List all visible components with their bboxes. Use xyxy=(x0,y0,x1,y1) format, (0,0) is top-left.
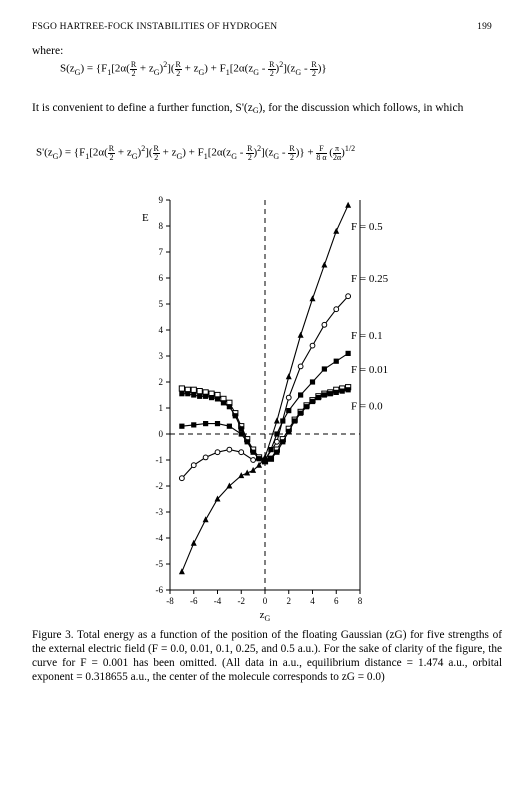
x-tick-label: 6 xyxy=(334,596,339,606)
data-point xyxy=(322,322,327,327)
paragraph: It is convenient to define a further function, S'(zG), for the discussion which follows, in which xyxy=(32,102,464,115)
data-point xyxy=(310,295,316,301)
x-tick-label: 8 xyxy=(357,596,363,606)
y-tick-label: -5 xyxy=(155,559,163,569)
data-point xyxy=(280,439,285,444)
where-label: where: xyxy=(32,45,64,57)
data-point xyxy=(268,447,273,452)
data-point xyxy=(185,391,190,396)
data-point xyxy=(310,343,315,348)
data-point xyxy=(333,228,339,234)
x-tick-label: 2 xyxy=(286,596,291,606)
energy-plot xyxy=(130,190,400,625)
data-point xyxy=(286,429,291,434)
x-tick-label: -6 xyxy=(190,596,198,606)
data-point xyxy=(191,387,196,392)
figure-caption: Figure 3. Total energy as a function of the position of the floating Gaussian (zG) for five strengths of the external electric field (F = 0.0, 0.01, 0.1, 0.25, and 0.5 a.u.). For the sake of clarity of the figure, the curve for F = 0.001 has been omitted. (All data in a.u., equilibrium distance = 1.474 a.u., orbital exponent = 0.318655 a.u., the center of the molecule corresponds to zG = 0.0) xyxy=(32,629,502,683)
data-point xyxy=(316,395,321,400)
data-point xyxy=(268,456,273,461)
y-tick-label: 3 xyxy=(158,351,163,361)
equation-s-prime: $S'(z_G) = \{F_1[2\alpha$( $\frac{R}{2}$ + $z_G)^2$]( $\frac{R}{2}$ + $z_G) + F_1[2\alpha(z_G$ - $\frac{R}{2}$ )$^2](z_G$ - $\frac{R}{2}$ )} + $\frac{F}{8 \alpha}$ ( $\frac{\pi}{2\alpha}$ )$^{1/2}$ xyxy=(36,143,356,162)
data-point xyxy=(340,389,345,394)
data-point xyxy=(280,418,285,423)
data-point xyxy=(250,467,256,473)
y-tick-label: 2 xyxy=(158,377,163,387)
data-point xyxy=(251,450,256,455)
y-tick-label: 6 xyxy=(158,273,163,283)
data-point xyxy=(227,404,232,409)
data-point xyxy=(322,392,327,397)
data-point xyxy=(197,394,202,399)
data-point xyxy=(227,424,232,429)
y-tick-label: 8 xyxy=(158,221,163,231)
data-point xyxy=(322,366,327,371)
x-tick-label: 4 xyxy=(310,596,315,606)
data-point xyxy=(286,408,291,413)
running-header xyxy=(32,22,492,36)
data-point xyxy=(215,450,220,455)
data-point xyxy=(203,455,208,460)
data-point xyxy=(203,394,208,399)
x-tick-label: -4 xyxy=(213,596,222,606)
data-point xyxy=(298,392,303,397)
x-tick-label: -2 xyxy=(237,596,245,606)
data-point xyxy=(298,411,303,416)
data-point xyxy=(334,307,339,312)
data-point xyxy=(227,447,232,452)
data-point xyxy=(191,422,196,427)
y-tick-label: -4 xyxy=(155,533,163,543)
data-point xyxy=(209,395,214,400)
data-point xyxy=(233,413,238,418)
series-label: F = 0.0 xyxy=(351,400,383,413)
x-tick-label: 0 xyxy=(262,596,268,606)
data-point xyxy=(226,483,232,489)
data-point xyxy=(239,450,244,455)
data-point xyxy=(298,364,303,369)
data-point xyxy=(215,396,220,401)
data-point xyxy=(304,404,309,409)
series-label: F = 0.25 xyxy=(351,273,389,285)
y-tick-label: 0 xyxy=(158,429,163,439)
data-point xyxy=(292,418,297,423)
data-point xyxy=(203,421,208,426)
data-point xyxy=(179,391,184,396)
data-point xyxy=(191,392,196,397)
data-point xyxy=(274,418,280,424)
y-tick-label: -1 xyxy=(155,455,163,465)
header-title: FSGO HARTREE-FOCK INSTABILITIES OF HYDROGEN xyxy=(32,22,278,32)
data-point xyxy=(191,463,196,468)
data-point xyxy=(215,421,220,426)
y-axis-label: E xyxy=(142,211,149,224)
data-point xyxy=(334,390,339,395)
data-point xyxy=(179,386,184,391)
data-point xyxy=(346,351,351,356)
data-point xyxy=(221,400,226,405)
equation-s: $S(z_G) = \{F_1[2\alpha$( $\frac{R}{2}$ + $z_G)^2$]( $\frac{R}{2}$ + $z_G) + F_1[2\alpha(z_G$ - $\frac{R}{2}$ )$^2](z_G$ - $\frac{R}{2}$ )} xyxy=(60,59,327,78)
y-tick-label: 9 xyxy=(158,195,163,205)
data-point xyxy=(179,568,185,574)
y-tick-label: -2 xyxy=(155,481,163,491)
data-point xyxy=(256,456,261,461)
y-tick-label: -6 xyxy=(155,585,163,595)
series-label: F = 0.1 xyxy=(351,330,383,343)
data-point xyxy=(334,359,339,364)
data-point xyxy=(274,450,279,455)
page-number: 199 xyxy=(477,22,492,32)
data-point xyxy=(310,399,315,404)
x-tick-label: -8 xyxy=(166,596,174,606)
data-point xyxy=(239,426,244,431)
data-point xyxy=(274,431,279,436)
data-point xyxy=(286,395,291,400)
y-tick-label: 1 xyxy=(158,403,163,413)
data-point xyxy=(251,458,256,463)
data-point xyxy=(286,373,292,379)
data-point xyxy=(321,262,327,268)
data-point xyxy=(179,424,184,429)
data-point xyxy=(197,389,202,394)
data-point xyxy=(346,387,351,392)
data-point xyxy=(191,540,197,546)
data-point xyxy=(345,202,351,208)
data-point xyxy=(274,439,279,444)
data-point xyxy=(179,476,184,481)
data-point xyxy=(245,439,250,444)
data-point xyxy=(310,379,315,384)
data-point xyxy=(298,332,304,338)
series-label: F = 0.5 xyxy=(351,221,383,233)
y-tick-label: 4 xyxy=(158,325,163,335)
y-tick-label: -3 xyxy=(155,507,163,517)
series-label: F = 0.01 xyxy=(351,364,389,376)
y-tick-label: 7 xyxy=(158,247,163,257)
y-tick-label: 5 xyxy=(158,299,163,309)
data-point xyxy=(346,294,351,299)
x-axis-label: $z_G$ xyxy=(259,609,271,623)
data-point xyxy=(328,391,333,396)
data-point xyxy=(262,459,267,464)
